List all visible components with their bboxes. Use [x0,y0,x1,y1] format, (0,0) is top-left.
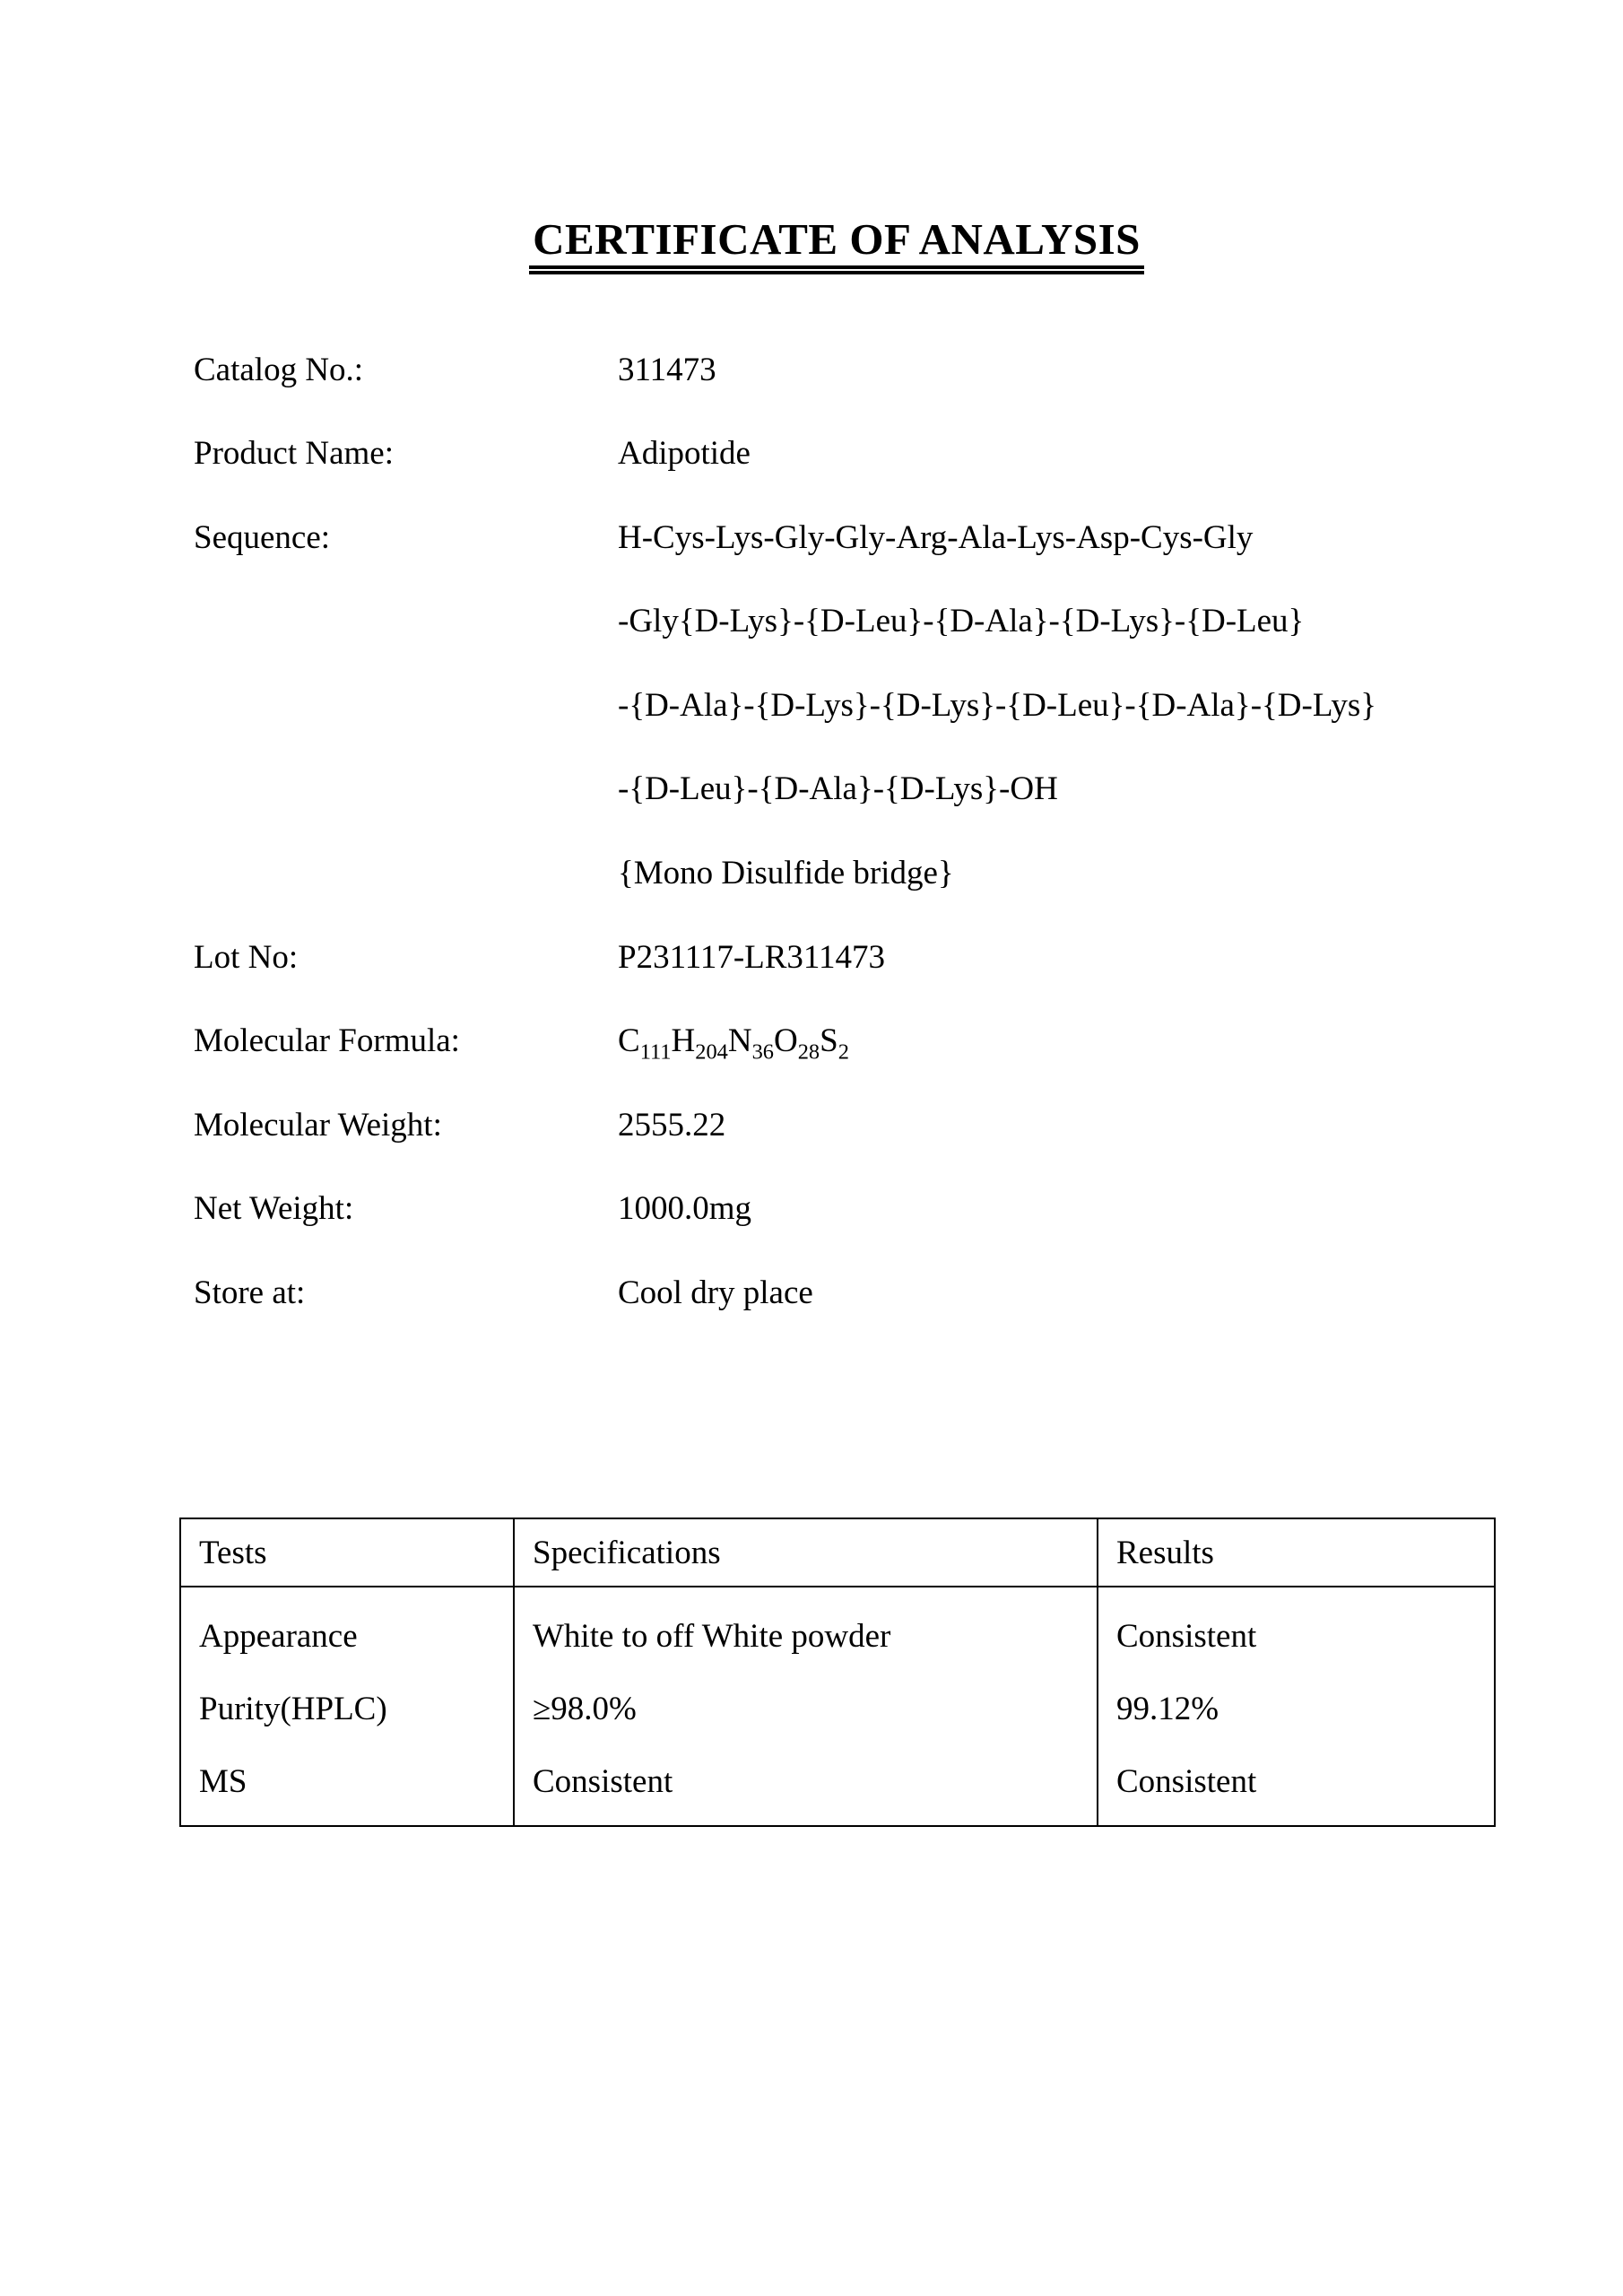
formula-element: H [671,1022,696,1060]
field-value-molecular-formula [618,1022,849,1065]
fields-section [194,328,1376,1335]
table-cell: Consistent [1116,1763,1257,1800]
field-value: 1000.0mg [618,1190,752,1228]
table-header-results: Results [1098,1518,1495,1587]
field-row [194,580,1376,665]
field-label: Product Name: [194,435,394,473]
formula-subscript: 28 [797,1039,820,1065]
formula-element: N [727,1022,752,1060]
field-row [194,328,1376,413]
document-title-text: CERTIFICATE OF ANALYSIS [529,217,1144,269]
formula-subscript: 2 [838,1039,849,1065]
table-cell: Appearance [199,1618,358,1655]
field-row [194,1168,1376,1252]
table-header-specifications: Specifications [514,1518,1098,1587]
table-cell: Purity(HPLC) [199,1691,387,1727]
formula-element: C [618,1022,640,1060]
field-value: -{D-Leu}-{D-Ala}-{D-Lys}-OH [618,770,1058,808]
field-label: Catalog No.: [194,351,364,388]
field-label: Lot No: [194,938,299,976]
table-column-specifications [514,1587,1098,1826]
table-cell: Consistent [1116,1618,1257,1655]
field-row [194,916,1376,1000]
field-row [194,496,1376,580]
table-header-row [180,1518,1495,1587]
table-header-tests: Tests [180,1518,514,1587]
formula-element: S [820,1022,838,1060]
field-value: -Gly{D-Lys}-{D-Leu}-{D-Ala}-{D-Lys}-{D-Leu} [618,603,1305,640]
table-cell: White to off White powder [533,1618,891,1655]
table-column-results [1098,1587,1495,1826]
field-row [194,413,1376,497]
table-cell: MS [199,1763,247,1800]
field-label: Molecular Formula: [194,1022,460,1060]
formula-subscript: 204 [695,1039,728,1065]
table-body-row [180,1587,1495,1826]
field-label: Molecular Weight: [194,1106,442,1144]
analysis-table [179,1518,1496,1827]
field-label: Sequence: [194,518,331,556]
formula-subscript: 36 [751,1039,774,1065]
field-value: Cool dry place [618,1274,813,1312]
table-cell: Consistent [533,1763,673,1800]
field-row [194,832,1376,917]
field-label: Net Weight: [194,1190,354,1228]
field-label: Store at: [194,1274,306,1312]
table-cell: ≥98.0% [533,1691,637,1727]
document-title [179,214,1494,269]
field-value: 311473 [618,351,716,388]
field-value: -{D-Ala}-{D-Lys}-{D-Lys}-{D-Leu}-{D-Ala}-{D-Lys} [618,686,1377,724]
field-value: H-Cys-Lys-Gly-Gly-Arg-Ala-Lys-Asp-Cys-Gly [618,518,1254,556]
field-row [194,748,1376,832]
field-value: {Mono Disulfide bridge} [618,855,954,892]
field-row [194,664,1376,748]
formula-element: O [773,1022,798,1060]
table-cell: 99.12% [1116,1691,1219,1727]
field-row [194,1000,1376,1084]
field-row [194,1252,1376,1336]
field-value: P231117-LR311473 [618,938,886,976]
field-value: 2555.22 [618,1106,726,1144]
field-row [194,1083,1376,1168]
table-column-tests [180,1587,514,1826]
field-value: Adipotide [618,435,751,473]
formula-subscript: 111 [639,1039,672,1065]
